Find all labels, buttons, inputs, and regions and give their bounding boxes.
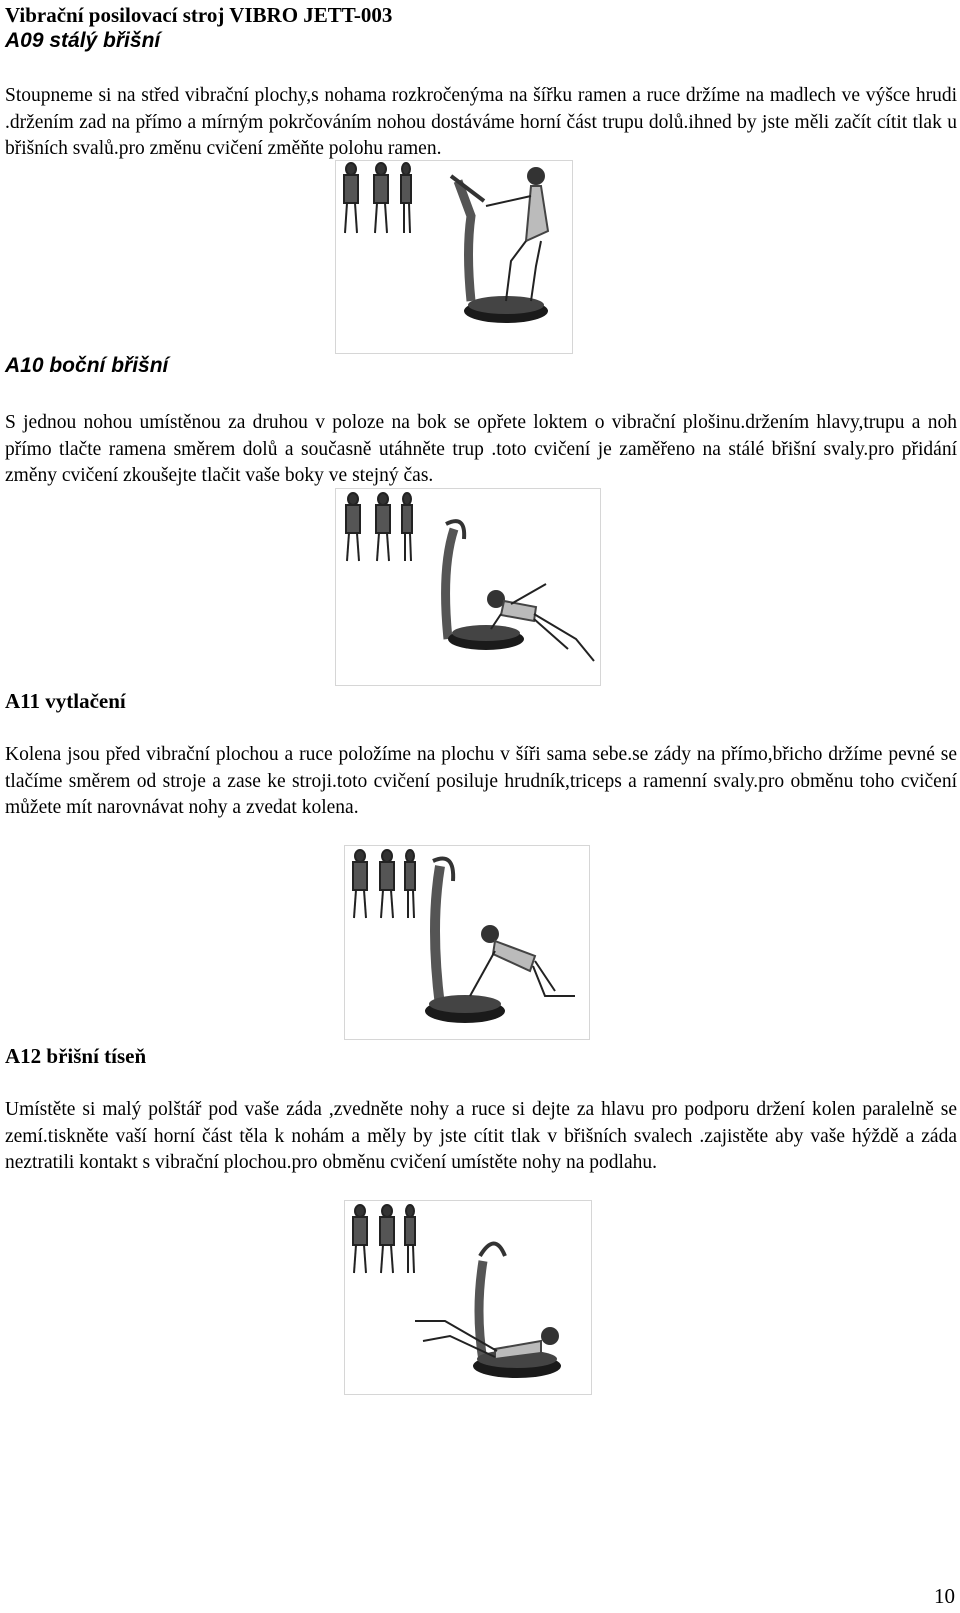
section-text-a12: Umístěte si malý polštář pod vaše záda ,zvedněte nohy a ruce si dejte za hlavu pro podporu držení kolen paralelně se zemí.tiskněte vaší horní část těla k nohám a měly by jste cítit tlak v břišních svalech .zajistěte aby vaše hýždě a záda neztratili kontakt s vibrační plochou.pro obměnu cvičení umístěte nohy na podlahu.	[5, 1099, 957, 1173]
figure-a12-lying-crunch	[344, 1200, 592, 1395]
section-text-a10: S jednou nohou umístěnou za druhou v poloze na bok se opřete loktem o vibrační plošinu.držením hlavy,trupu a noh přímo tlačte ramena směrem dolů a současně utáhněte trup .toto cvičení je zaměřeno na stálé břišní svaly.pro přidání změny cvičení zkoušejte tlačit vaše boky ve stejný čas.	[5, 412, 957, 486]
section-title-a11: A11 vytlačení	[5, 689, 126, 713]
exercise-illustration-a11	[345, 846, 589, 1039]
document-title: Vibrační posilovací stroj VIBRO JETT-003	[5, 3, 393, 27]
section-title-a10: A10 boční břišní	[5, 354, 169, 377]
section-text-a11: Kolena jsou před vibrační plochou a ruce položíme na plochu v šíři sama sebe.se zády na přímo,břicho držíme pevné se tlačíme směrem od stroje a zase ke stroji.toto cvičení posiluje hrudník,triceps a ramenní svaly.pro obměnu toho cvičení můžete mít narovnávat nohy a zvedat kolena.	[5, 744, 957, 818]
exercise-illustration-a09	[336, 161, 572, 353]
section-title-a12: A12 břišní tíseň	[5, 1044, 147, 1068]
muscle-chart-icon	[346, 493, 412, 561]
exercise-illustration-a10	[336, 489, 600, 685]
section-title-a09: A09 stálý břišní	[5, 29, 161, 52]
section-text-a09: Stoupneme si na střed vibrační plochy,s nohama rozkročenýma na šířku ramen a ruce držíme na madlech ve výšce hrudi .držením zad na přímo a mírným pokrčováním nohou dostáváme horní část trupu dolů.ihned by jste měli začít cítit tlak u břišních svalů.pro změnu cvičení změňte polohu ramen.	[5, 85, 957, 159]
figure-a10-side-plank	[335, 488, 601, 686]
figure-a09-standing-squat	[335, 160, 573, 354]
page-number: 10	[934, 1584, 955, 1608]
muscle-chart-icon	[344, 163, 411, 233]
muscle-chart-icon	[353, 1205, 415, 1273]
muscle-chart-icon	[353, 850, 415, 918]
exercise-illustration-a12	[345, 1201, 591, 1394]
figure-a11-kneeling-pushup	[344, 845, 590, 1040]
